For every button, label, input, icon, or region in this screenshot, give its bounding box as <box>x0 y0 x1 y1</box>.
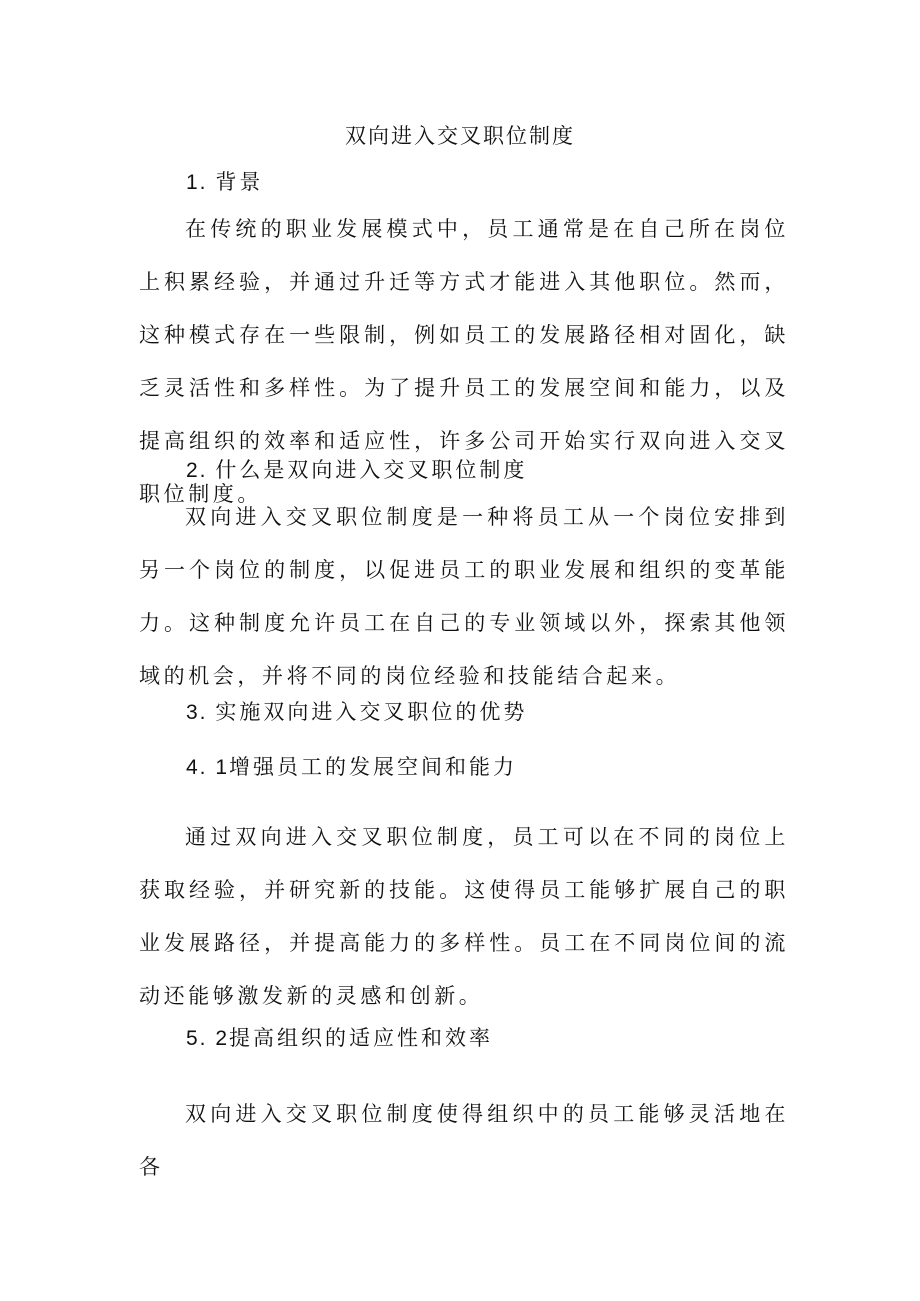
section-heading-text: 实施双向进入交叉职位的优势 <box>215 700 528 724</box>
section-heading-text: 提高组织的适应性和效率 <box>229 1026 494 1050</box>
section-number: 5. 2 <box>186 1027 230 1050</box>
section-number: 4. 1 <box>186 756 230 779</box>
section-number: 1. <box>186 171 216 194</box>
section-heading-2 <box>186 452 527 489</box>
section-number: 3. <box>186 701 216 724</box>
section-heading-text: 增强员工的发展空间和能力 <box>229 755 518 779</box>
section-heading-1 <box>186 164 263 201</box>
section-paragraph-4: 通过双向进入交叉职位制度，员工可以在不同的岗位上获取经验，并研究新的技能。这使得员工能够扩展自己的职业发展路径，并提高能力的多样性。员工在不同岗位间的流动还能够激发新的灵感和创新。 <box>139 825 789 1008</box>
section-paragraph-1: 在传统的职业发展模式中，员工通常是在自己所在岗位上积累经验，并通过升迁等方式才能进入其他职位。然而，这种模式存在一些限制，例如员工的发展路径相对固化，缺乏灵活性和多样性。为了提升员工的发展空间和能力，以及提高组织的效率和适应性，许多公司开始实行双向进入交叉职位制度。 <box>139 217 789 506</box>
section-heading-5 <box>186 1020 493 1057</box>
section-number: 2. <box>186 459 216 482</box>
section-heading-3 <box>186 694 527 731</box>
section-paragraph-2: 双向进入交叉职位制度是一种将员工从一个岗位安排到另一个岗位的制度，以促进员工的职业发展和组织的变革能力。这种制度允许员工在自己的专业领域以外，探索其他领域的机会，并将不同的岗位经验和技能结合起来。 <box>139 505 789 688</box>
document-title: 双向进入交叉职位制度 <box>345 124 575 148</box>
section-heading-4 <box>186 749 517 786</box>
section-heading-text: 什么是双向进入交叉职位制度 <box>215 458 528 482</box>
section-heading-text: 背景 <box>215 170 264 194</box>
section-paragraph-5: 双向进入交叉职位制度使得组织中的员工能够灵活地在各 <box>139 1102 789 1179</box>
